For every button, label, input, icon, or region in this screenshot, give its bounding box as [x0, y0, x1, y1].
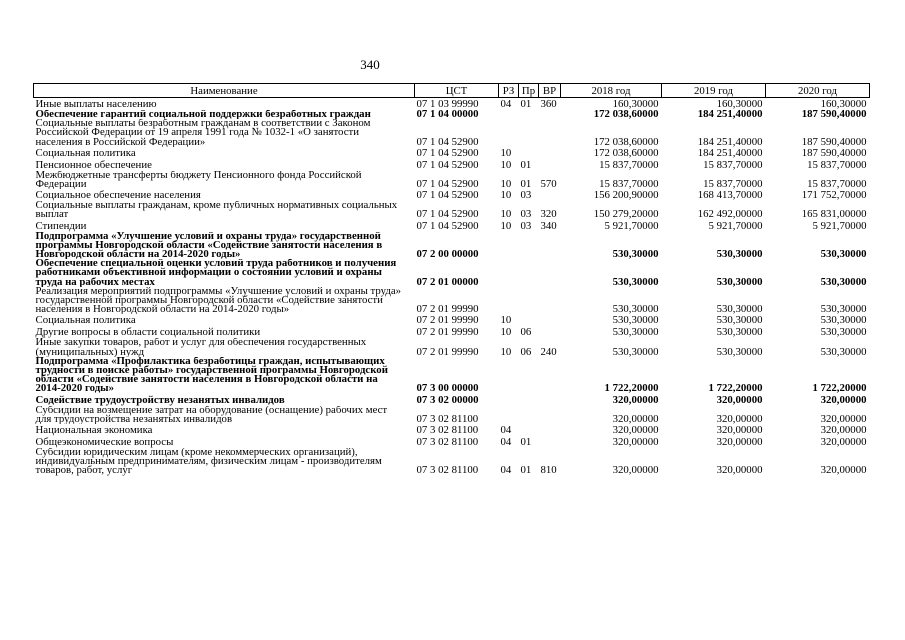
- row-vr: 570: [540, 178, 557, 190]
- row-name: Социальная политика: [35, 314, 136, 327]
- row-pr: [519, 232, 539, 260]
- row-value-2019: 184 251,40000: [697, 110, 763, 120]
- row-pr: 03: [520, 208, 532, 220]
- row-vr: [539, 232, 561, 260]
- row-pr: 06: [520, 326, 532, 339]
- row-value-2018: 172 038,60000: [593, 146, 659, 159]
- table-row: [34, 326, 870, 338]
- row-name: Субсидии юридическим лицам (кроме некоммерческих организаций), индивидуальным предпринимателям, физическим лицам - производителям товаров, работ, услуг: [35, 448, 382, 476]
- row-value-2018: 160,30000: [612, 98, 659, 110]
- row-rz: 10: [500, 345, 512, 357]
- row-cst: 07 1 04 52900: [416, 135, 479, 147]
- table-row: [34, 314, 870, 326]
- row-cst: 07 2 00 00000: [416, 248, 479, 260]
- row-rz: [499, 394, 519, 406]
- row-vr: [539, 394, 561, 406]
- row-value-2019: 184 251,40000: [697, 146, 763, 159]
- row-value-2020: 171 752,70000: [801, 189, 867, 202]
- row-value-2019: 168 413,70000: [697, 189, 763, 202]
- row-vr: [539, 147, 561, 159]
- table-row: [34, 119, 870, 147]
- row-name: Содействие трудоустройству незанятых инвалидов: [35, 393, 285, 406]
- row-rz: [499, 232, 519, 260]
- row-name: Общеэкономические вопросы: [35, 436, 174, 449]
- header-rz: РЗ: [499, 84, 519, 98]
- row-value-2020: 530,30000: [820, 303, 867, 315]
- row-pr: 06: [520, 345, 532, 357]
- row-vr: 240: [540, 345, 557, 357]
- table-row: [34, 189, 870, 201]
- row-value-2019: 530,30000: [716, 314, 763, 327]
- row-name: Пенсионное обеспечение: [35, 158, 152, 171]
- row-rz: 04: [500, 436, 512, 449]
- row-rz: 04: [500, 424, 512, 437]
- row-value-2020: 530,30000: [820, 248, 867, 260]
- row-name: Субсидии на возмещение затрат на оборудование (оснащение) рабочих мест для трудоустройства незанятых инвалидов: [35, 405, 388, 425]
- row-vr: [539, 119, 561, 147]
- row-rz: [499, 406, 519, 424]
- row-value-2019: 530,30000: [716, 326, 763, 339]
- table-row: [34, 110, 870, 119]
- row-rz: [499, 119, 519, 147]
- row-value-2019: 1 722,20000: [708, 382, 763, 394]
- row-value-2020: 1 722,20000: [812, 382, 867, 394]
- row-rz: [499, 259, 519, 287]
- row-cst: 07 2 01 99990: [416, 314, 479, 327]
- row-cst: 07 1 03 99990: [416, 98, 479, 110]
- row-cst: 07 3 00 00000: [416, 382, 479, 394]
- row-cst: 07 1 04 52900: [416, 219, 479, 232]
- row-rz: 10: [500, 146, 512, 159]
- row-value-2018: 172 038,60000: [593, 110, 659, 120]
- row-value-2020: 187 590,40000: [801, 110, 867, 120]
- table-row: [34, 259, 870, 287]
- row-vr: [539, 436, 561, 448]
- row-vr: 360: [540, 98, 557, 110]
- row-value-2020: 5 921,70000: [812, 219, 867, 232]
- row-name: Социальные выплаты гражданам, кроме публичных нормативных социальных выплат: [35, 201, 398, 220]
- table-row: [34, 394, 870, 406]
- row-cst: 07 1 04 52900: [416, 158, 479, 171]
- row-cst: 07 3 02 00000: [416, 393, 479, 406]
- row-value-2018: 530,30000: [612, 275, 659, 287]
- row-cst: 07 2 01 99990: [416, 326, 479, 339]
- row-pr: 01: [520, 158, 532, 171]
- row-vr: 340: [540, 219, 557, 232]
- row-value-2019: 5 921,70000: [708, 219, 763, 232]
- table-row: [34, 220, 870, 232]
- row-value-2020: 160,30000: [820, 98, 867, 110]
- table-row: [34, 424, 870, 436]
- table-row: [34, 232, 870, 260]
- row-cst: 07 3 02 81100: [416, 412, 479, 425]
- row-vr: [539, 424, 561, 436]
- row-cst: 07 1 04 00000: [416, 110, 479, 120]
- row-cst: 07 1 04 52900: [416, 178, 479, 190]
- table-row: [34, 147, 870, 159]
- row-pr: [519, 259, 539, 287]
- row-value-2020: 530,30000: [820, 326, 867, 339]
- row-value-2020: 15 837,70000: [807, 178, 867, 190]
- header-2018: 2018 год: [561, 84, 662, 98]
- row-name: Социальные выплаты безработным гражданам в соответствии с Законом Российской Федерации от 19 апреля 1991 года № 1032-1 «О занятости населения в Российской Федерации»: [35, 119, 371, 147]
- row-value-2019: 530,30000: [716, 345, 763, 357]
- row-value-2019: 184 251,40000: [697, 135, 763, 147]
- row-name: Реализация мероприятий подпрограммы «Улучшение условий и охраны труда» государственной программы Новгородской области «Содействие занятости населения в Новгородской области на 2014-2020 годы»: [35, 286, 402, 315]
- table-row: [34, 338, 870, 356]
- row-vr: [539, 189, 561, 201]
- row-vr: [539, 314, 561, 326]
- row-value-2018: 530,30000: [612, 345, 659, 357]
- row-name: Обеспечение гарантий социальной поддержки безработных граждан: [35, 110, 371, 120]
- row-vr: [539, 159, 561, 171]
- row-value-2019: 15 837,70000: [703, 178, 763, 190]
- header-pr: Пр: [519, 84, 539, 98]
- row-value-2018: 1 722,20000: [604, 382, 659, 394]
- row-value-2019: 530,30000: [716, 303, 763, 315]
- row-rz: [499, 287, 519, 315]
- row-value-2020: 187 590,40000: [801, 135, 867, 147]
- row-value-2020: 320,00000: [820, 412, 867, 425]
- row-pr: [519, 406, 539, 424]
- row-cst: 07 3 02 81100: [416, 424, 479, 437]
- row-pr: [519, 287, 539, 315]
- row-value-2020: 15 837,70000: [807, 158, 867, 171]
- table-header: [34, 84, 870, 98]
- row-value-2018: 320,00000: [612, 464, 659, 476]
- row-value-2019: 15 837,70000: [703, 158, 763, 171]
- row-value-2019: 162 492,00000: [697, 208, 763, 220]
- row-pr: [519, 119, 539, 147]
- row-value-2019: 320,00000: [716, 424, 763, 437]
- table-row: [34, 287, 870, 315]
- row-value-2018: 320,00000: [612, 436, 659, 449]
- row-value-2020: 320,00000: [820, 464, 867, 476]
- row-vr: [539, 287, 561, 315]
- row-value-2018: 530,30000: [612, 314, 659, 327]
- row-cst: 07 3 02 81100: [416, 464, 479, 476]
- row-vr: 320: [540, 208, 557, 220]
- row-name: Подпрограмма «Профилактика безработицы граждан, испытывающих трудности в поиске работы» государственной программы Новгородской области «Содействие занятости населения в Новгородской области на 2014-2020 годы»: [35, 356, 388, 394]
- row-rz: 10: [500, 158, 512, 171]
- header-vr: ВР: [539, 84, 561, 98]
- row-value-2018: 530,30000: [612, 248, 659, 260]
- row-pr: 03: [520, 219, 532, 232]
- row-rz: 10: [500, 208, 512, 220]
- row-value-2018: 172 038,60000: [593, 135, 659, 147]
- row-value-2018: 15 837,70000: [599, 158, 659, 171]
- row-name: Социальное обеспечение населения: [35, 189, 201, 202]
- row-value-2018: 530,30000: [612, 326, 659, 339]
- page-number: 340: [360, 57, 380, 72]
- table-body: [34, 98, 870, 476]
- row-value-2020: 320,00000: [820, 424, 867, 437]
- row-pr: 03: [520, 189, 532, 202]
- row-cst: 07 1 04 52900: [416, 208, 479, 220]
- row-name: Стипендии: [35, 219, 87, 232]
- row-vr: [539, 110, 561, 119]
- row-value-2018: 150 279,20000: [593, 208, 659, 220]
- row-value-2020: 165 831,00000: [801, 208, 867, 220]
- table-row: [34, 201, 870, 219]
- row-rz: 04: [500, 98, 512, 110]
- table-row: [34, 98, 870, 111]
- row-value-2018: 15 837,70000: [599, 178, 659, 190]
- row-vr: 810: [540, 464, 557, 476]
- table-row: [34, 159, 870, 171]
- row-pr: [519, 147, 539, 159]
- row-value-2019: 530,30000: [716, 275, 763, 287]
- row-rz: 10: [500, 326, 512, 339]
- row-value-2018: 320,00000: [612, 412, 659, 425]
- row-value-2018: 320,00000: [612, 424, 659, 437]
- row-value-2020: 320,00000: [820, 393, 867, 406]
- row-value-2018: 156 200,90000: [593, 189, 659, 202]
- row-pr: 01: [520, 178, 532, 190]
- row-value-2018: 5 921,70000: [604, 219, 659, 232]
- row-name: Национальная экономика: [35, 424, 153, 437]
- row-vr: [539, 259, 561, 287]
- row-rz: 10: [500, 178, 512, 190]
- row-cst: 07 2 01 99990: [416, 303, 479, 315]
- row-pr: [519, 394, 539, 406]
- table-row: [34, 171, 870, 189]
- row-value-2019: 320,00000: [716, 393, 763, 406]
- header-cst: ЦСТ: [415, 84, 499, 98]
- row-rz: [499, 110, 519, 119]
- row-value-2020: 530,30000: [820, 314, 867, 327]
- table-row: [34, 436, 870, 448]
- row-rz: 10: [500, 189, 512, 202]
- row-name: Обеспечение специальной оценки условий труда работников и получения работниками объективной информации о состоянии условий и охраны труда на рабочих местах: [35, 259, 397, 287]
- row-rz: 10: [500, 219, 512, 232]
- table-row: [34, 357, 870, 394]
- row-pr: 01: [520, 98, 532, 110]
- row-pr: [519, 357, 539, 394]
- row-pr: 01: [520, 464, 532, 476]
- row-value-2020: 530,30000: [820, 275, 867, 287]
- row-name: Иные закупки товаров, работ и услуг для обеспечения государственных (муниципальных) нужд: [35, 338, 367, 357]
- row-value-2019: 160,30000: [716, 98, 763, 110]
- row-pr: [519, 110, 539, 119]
- row-cst: 07 2 01 00000: [416, 275, 479, 287]
- budget-table: [33, 83, 870, 476]
- row-rz: 04: [500, 464, 512, 476]
- row-pr: [519, 424, 539, 436]
- row-cst: 07 1 04 52900: [416, 146, 479, 159]
- row-name: Социальная политика: [35, 146, 136, 159]
- row-value-2020: 530,30000: [820, 345, 867, 357]
- header-2020: 2020 год: [766, 84, 870, 98]
- row-pr: [519, 314, 539, 326]
- row-value-2020: 320,00000: [820, 436, 867, 449]
- row-value-2019: 530,30000: [716, 248, 763, 260]
- row-vr: [539, 357, 561, 394]
- row-name: Другие вопросы в области социальной политики: [35, 326, 261, 339]
- row-cst: 07 2 01 99990: [416, 345, 479, 357]
- row-value-2020: 187 590,40000: [801, 146, 867, 159]
- row-value-2019: 320,00000: [716, 436, 763, 449]
- row-name: Иные выплаты населению: [35, 98, 157, 110]
- table-row: [34, 448, 870, 476]
- row-cst: 07 1 04 52900: [416, 189, 479, 202]
- row-value-2019: 320,00000: [716, 412, 763, 425]
- row-rz: [499, 357, 519, 394]
- row-value-2019: 320,00000: [716, 464, 763, 476]
- row-pr: 01: [520, 436, 532, 449]
- header-2019: 2019 год: [662, 84, 766, 98]
- row-vr: [539, 326, 561, 338]
- row-value-2018: 530,30000: [612, 303, 659, 315]
- row-cst: 07 3 02 81100: [416, 436, 479, 449]
- row-vr: [539, 406, 561, 424]
- table-row: [34, 406, 870, 424]
- row-name: Межбюджетные трансферты бюджету Пенсионного фонда Российской Федерации: [35, 170, 362, 190]
- row-value-2018: 320,00000: [612, 393, 659, 406]
- row-rz: 10: [500, 314, 512, 327]
- row-name: Подпрограмма «Улучшение условий и охраны труда» государственной программы Новгородской области «Содействие занятости населения в Новгородской области на 2014-2020 годы»: [35, 231, 383, 260]
- header-name: Наименование: [34, 84, 415, 98]
